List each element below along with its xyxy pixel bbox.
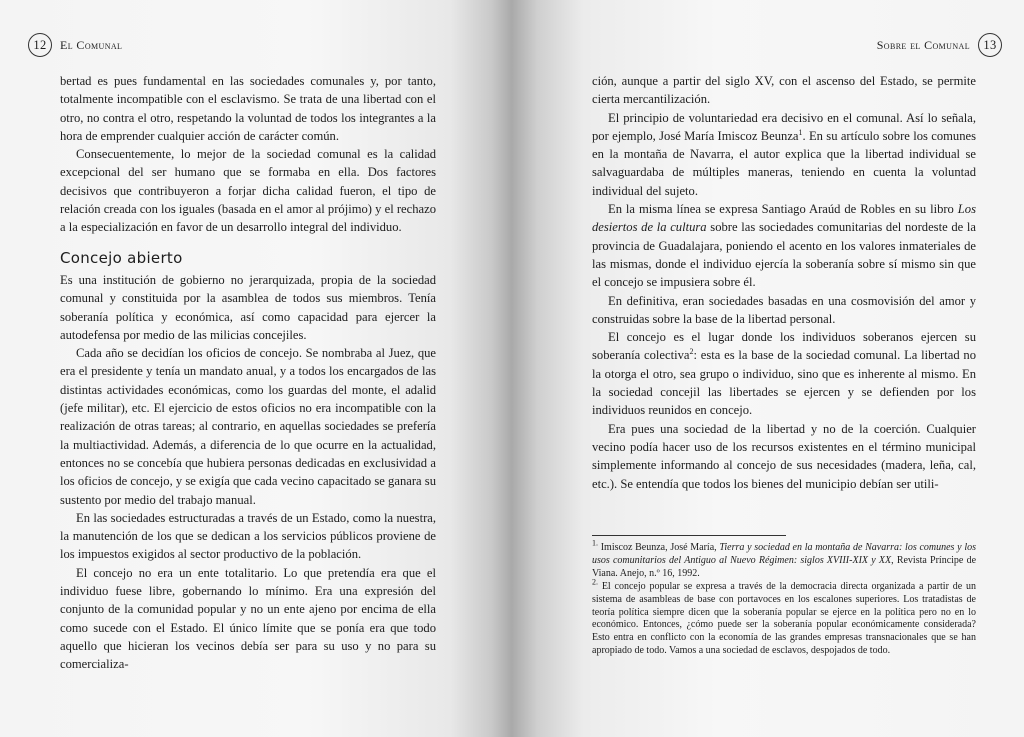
- footnote-reference: 2: [689, 347, 694, 357]
- paragraph-text: En la misma línea se expresa Santiago Araúd de Robles en su libro: [608, 202, 958, 217]
- paragraph: [592, 328, 976, 419]
- footnote: [592, 577, 976, 658]
- running-head-left: El Comunal: [60, 37, 123, 52]
- paragraph-text: sobre las sociedades comunitarias del nordeste de la provincia de Guadalajara, poniendo el acento en los valores inmateriales de las mismas, donde el individuo ejercía la soberanía sobre sí mismo sin que el concejo se impusiera sobre él.: [592, 220, 977, 290]
- page-number-left: 12: [28, 33, 52, 57]
- paragraph: En definitiva, eran sociedades basadas en una cosmovisión del amor y construidas sobre la base de la libertad personal.: [592, 293, 976, 326]
- paragraph: Cada año se decidían los oficios de concejo. Se nombraba al Juez, que era el presidente y tenía un mandato anual, y a todos los encargados de las distintas actividades económicas, como los guardas del monte, el adalid (jefe militar), etc. El ejercicio de estos oficios no era incompatible con la realización de otras tareas; al contrario, en aquellas sociedades se prefería la multiactividad. Además, a diferencia de lo que ocurre en la actualidad, entonces no se concebía que hubiera personas dedicadas en exclusividad a los oficios de concejo, y se exigía que cada vecino capacitado se ganara su sustento por medio del trabajo manual.: [60, 346, 436, 507]
- paragraph-text: El principio de voluntariedad era decisivo en el comunal. Así lo señala, por ejemplo, José María Imiscoz Beunza: [592, 110, 976, 143]
- right-page-header: [877, 33, 1002, 57]
- footnote-text: El concejo popular se expresa a través de la democracia directa organizada a partir de un sistema de asambleas de base con portavoces en los escalones superiores. Los tratadistas de teoría política siempre dicen que la soberanía popular se ejerce en la política pero no en lo económico. Entonces, ¿cómo puede ser la soberanía popular económicamente considerada? Esto entra en conflicto con la economía de las grandes empresas transnacionales que se han apropiado de todo. Vamos a una sociedad de esclavos, despojados de todo.: [592, 580, 976, 657]
- left-page-header: [28, 33, 122, 57]
- paragraph-text: . En su artículo sobre los comunes en la montaña de Navarra, el autor explica que la libertad individual se salvaguardaba de múltiples maneras, teniendo en cuenta la voluntad individual del sujeto.: [592, 128, 976, 198]
- footnote-divider: [592, 535, 786, 536]
- paragraph: Consecuentemente, lo mejor de la sociedad comunal es la calidad excepcional del ser humano que se formaba en ella. Dos factores decisivos que contribuyeron a forjar dicha calidad fueron, el tipo de relación creada con los iguales (basada en el amor al prójimo) y el rechazo a la especialización en favor de un desarrollo integral del individuo.: [60, 147, 436, 235]
- paragraph: En las sociedades estructuradas a través de un Estado, como la nuestra, la manutención de los que se dedican a los servicios públicos proviene de los impuestos exigidos al sector productivo de la población.: [60, 510, 436, 562]
- footnote-text: , Revista Príncipe de Viana. Anejo, n.º 16, 1992.: [592, 554, 977, 579]
- paragraph: El concejo no era un ente totalitario. Lo que pretendía era que el individuo fuese libre, gobernando lo mínimo. Era una expresión del conjunto de la comunidad popular y no un ente ajeno por encima de ella como sucede con el Estado. El único límite que se ponía era que todo aquello que hicieran los vecinos debía ser para su uso y no para su comercializa-: [60, 565, 436, 672]
- paragraph: [592, 109, 976, 200]
- running-head-right: Sobre el Comunal: [876, 37, 970, 52]
- section-heading: Concejo abierto: [60, 248, 183, 267]
- footnote-text: Imiscoz Beunza, José María,: [598, 542, 720, 553]
- footnote-mark: 1.: [592, 538, 598, 548]
- paragraph-text: El concejo es el lugar donde los individuos soberanos ejercen su soberanía colectiva: [592, 330, 976, 363]
- page-number-right: 13: [978, 33, 1002, 57]
- paragraph-text: : esta es la base de la sociedad comunal. La libertad no la otorga el otro, sea grupo o individuo, sino que es inherente al mismo. En la sociedad concejil las libertades se ejercen y se defienden por los individuos reunidos en concejo.: [592, 348, 976, 418]
- left-page-body: [60, 72, 436, 674]
- paragraph: Era pues una sociedad de la libertad y no de la coerción. Cualquier vecino podía hacer uso de los recursos existentes en el término municipal simplemente informando al concejo de sus necesidades (madera, leña, cal, etc.). Se entendía que todos los bienes del municipio debían ser utili-: [592, 421, 976, 491]
- right-page: [512, 0, 1024, 737]
- footnotes: [592, 538, 977, 658]
- book-title: Los desiertos de la cultura: [592, 202, 976, 235]
- paragraph: [592, 200, 976, 291]
- paragraph: ción, aunque a partir del siglo XV, con el ascenso del Estado, se permite cierta mercantilización.: [592, 74, 976, 107]
- footnote-title: Tierra y sociedad en la montaña de Navarra: los comunes y los usos comunitarios del Antiguo al Nuevo Régimen: siglos XVIII-XIX y XX: [592, 542, 976, 566]
- footnote-reference: 1: [798, 127, 803, 137]
- footnote-mark: 2.: [592, 577, 598, 587]
- right-page-body: [592, 72, 976, 493]
- paragraph: Es una institución de gobierno no jerarquizada, propia de la sociedad comunal y constituida por la asamblea de todos sus miembros. Tenía soberanía política y económica, así como capacidad para ejercer la autodefensa por medio de las milicias concejiles.: [60, 272, 436, 342]
- footnote: [592, 538, 977, 581]
- paragraph: bertad es pues fundamental en las sociedades comunales y, por tanto, totalmente incompatible con el esclavismo. Se trata de una libertad con el otro, no contra el otro, respetando la voluntad de todos los integrantes a la hora de emprender cualquier acción de carácter común.: [60, 74, 436, 143]
